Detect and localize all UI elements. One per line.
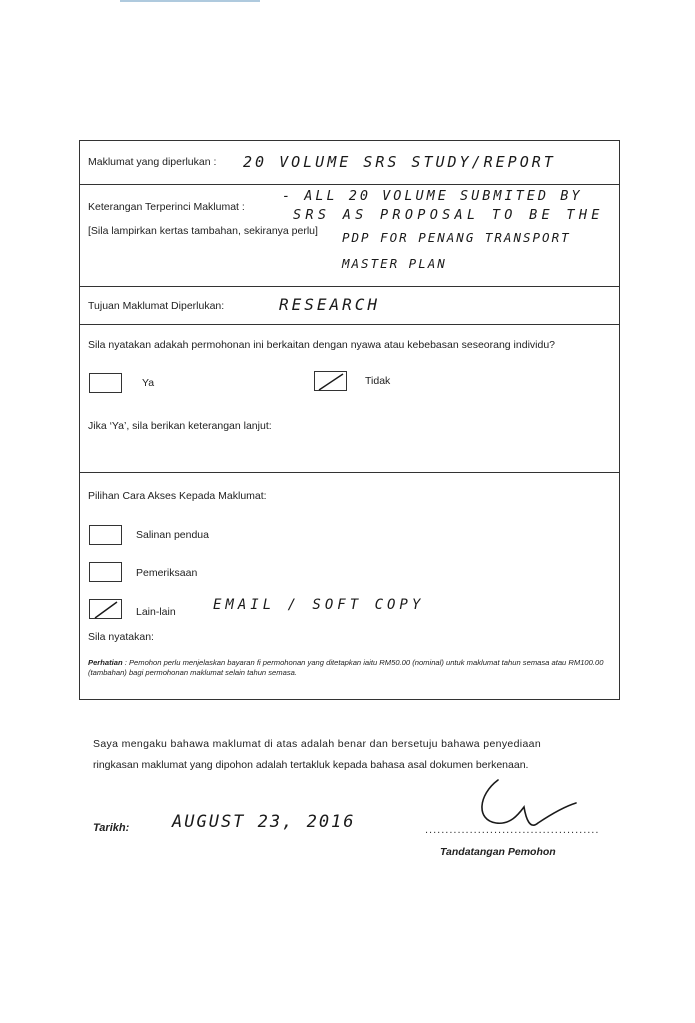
details-sublabel: [Sila lampirkan kertas tambahan, sekiranya perlu]: [88, 225, 318, 237]
date-value[interactable]: AUGUST 23, 2016: [172, 812, 356, 832]
purpose-value[interactable]: RESEARCH: [279, 295, 381, 314]
no-checkbox[interactable]: [314, 371, 347, 391]
fee-note-heading: Perhatian: [88, 658, 123, 667]
specify-label: Sila nyatakan:: [88, 631, 154, 643]
purpose-row: [80, 287, 619, 325]
checkmark-icon: [319, 374, 343, 390]
declaration-line-2: ringkasan maklumat yang dipohon adalah tertakluk kepada bahasa asal dokumen berkenaan.: [93, 759, 529, 771]
details-label: Keterangan Terperinci Maklumat :: [88, 201, 245, 213]
other-access-value[interactable]: EMAIL / SOFT COPY: [213, 597, 425, 613]
details-line-1[interactable]: - ALL 20 VOLUME SUBMITED BY: [282, 188, 583, 204]
pemeriksaan-label: Pemeriksaan: [136, 567, 198, 579]
access-label: Pilihan Cara Akses Kepada Maklumat:: [88, 490, 267, 502]
info-required-label: Maklumat yang diperlukan :: [88, 156, 217, 168]
scan-artifact-line: [120, 0, 260, 2]
signature-label: Tandatangan Pemohon: [440, 846, 556, 858]
fee-note-text: : Pemohon perlu menjelaskan bayaran fi permohonan yang ditetapkan iaitu RM50.00 (nominal) untuk maklumat tahun semasa atau RM100.00 (tambahan) bagi permohonan maklumat selain tahun semasa.: [88, 658, 604, 677]
life-question-row: [80, 325, 619, 473]
declaration-line-1: Saya mengaku bahawa maklumat di atas adalah benar dan bersetuju bahawa penyediaan: [93, 738, 542, 750]
pemeriksaan-checkbox[interactable]: [89, 562, 122, 582]
life-question-text: Sila nyatakan adakah permohonan ini berkaitan dengan nyawa atau kebebasan seseorang individu?: [88, 339, 556, 351]
no-label: Tidak: [365, 375, 391, 387]
request-form: [79, 140, 620, 700]
signature-line: ...........................................: [425, 824, 600, 836]
checkmark-icon: [95, 602, 117, 618]
yes-label: Ya: [142, 377, 155, 389]
info-required-value[interactable]: 20 VOLUME SRS STUDY/REPORT: [243, 153, 556, 171]
yes-checkbox[interactable]: [89, 373, 122, 393]
purpose-label: Tujuan Maklumat Diperlukan:: [88, 300, 225, 312]
lain-lain-label: Lain-lain: [136, 606, 176, 618]
salinan-label: Salinan pendua: [136, 529, 209, 541]
details-row: [80, 185, 619, 287]
lain-lain-checkbox[interactable]: [89, 599, 122, 619]
details-line-4[interactable]: MASTER PLAN: [342, 256, 447, 271]
salinan-checkbox[interactable]: [89, 525, 122, 545]
info-required-row: [80, 141, 619, 185]
fee-note: [88, 658, 613, 678]
followup-label: Jika ‘Ya’, sila berikan keterangan lanjut:: [88, 420, 272, 432]
access-row: [80, 473, 619, 701]
date-label: Tarikh:: [93, 822, 130, 834]
details-line-3[interactable]: PDP FOR PENANG TRANSPORT: [342, 230, 571, 245]
details-line-2[interactable]: SRS AS PROPOSAL TO BE THE: [293, 207, 604, 223]
